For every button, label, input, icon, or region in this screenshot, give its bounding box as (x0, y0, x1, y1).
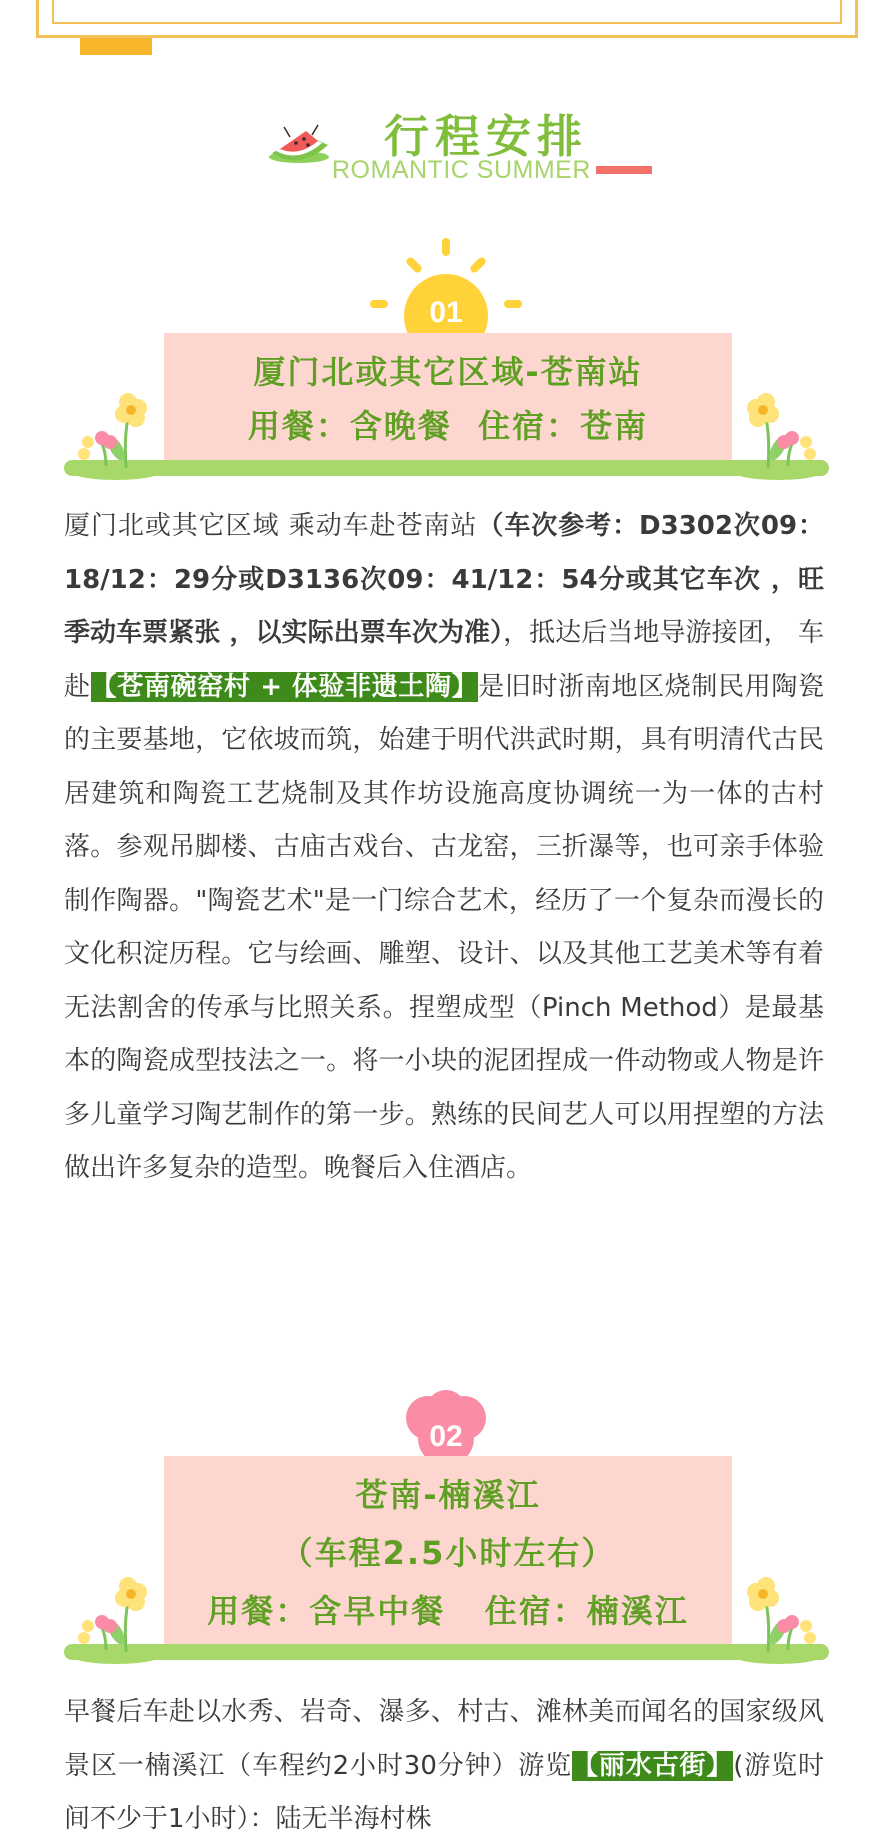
title-accent-bar (596, 166, 652, 174)
day2-text-a: 早餐后车赴以水秀、岩奇、瀑多、村古、滩林美而闻名的国家级风景区一楠溪江（车程约2小时30分钟）游览 (64, 1697, 824, 1781)
grass-bar (64, 1644, 829, 1660)
flower-left-icon (66, 378, 166, 478)
day1-route: 厦门北或其它区域-苍南站 (253, 353, 643, 391)
grass-bar (64, 460, 829, 476)
top-frame-inner-border (52, 0, 842, 24)
section-title: 行程安排 (384, 110, 589, 163)
day2-description (64, 1686, 824, 1847)
flower-right-icon (728, 378, 828, 478)
day1-text-d: 是旧时浙南地区烧制民用陶瓷的主要基地，它依坡而筑，始建于明代洪武时期，具有明清代古民居建筑和陶瓷工艺烧制及其作坊设施高度协调统一为一体的古村落。参观吊脚楼、古庙古戏台、古龙窑，三折瀑等，也可亲手体验制作陶器。"陶瓷艺术"是一门综合艺术，经历了一个复杂而漫长的文化积淀历程。它与绘画、雕塑、设计、以及其他工艺美术等有着无法割舍的传承与比照关系。捏塑成型（Pinch Method）是最基本的陶瓷成型技法之一。将一小块的泥团捏成一件动物或人物是许多儿童学习陶艺制作的第一步。熟练的民间艺人可以用捏塑的方法做出许多复杂的造型。晚餐后入住酒店。 (64, 671, 824, 1183)
day1-meals-lodging: 用餐：含晚餐 住宿：苍南 (247, 407, 649, 445)
day2-drive-time: （车程2.5小时左右） (280, 1534, 616, 1572)
day1-highlight-attraction: 【苍南碗窑村 + 体验非遗土陶】 (90, 671, 479, 702)
day2-route: 苍南-楠溪江 (355, 1476, 541, 1514)
day1-description (64, 500, 824, 1196)
day1-header-box (164, 333, 732, 463)
day2-text-b: (游览时间不少于1小时）：陆无半海村株 (64, 1750, 824, 1834)
day2-header-box (164, 1456, 732, 1652)
day2-meals-lodging: 用餐：含早中餐 住宿：楠溪江 (207, 1592, 689, 1630)
day2-highlight-attraction: 【丽水古街】 (572, 1750, 734, 1781)
day-badge-number: 01 (429, 296, 463, 329)
top-frame-tab (80, 38, 152, 55)
watermelon-icon (266, 113, 332, 165)
day1-text-a: 厦门北或其它区域 乘动车赴苍南站 (64, 511, 478, 541)
day-badge-number: 02 (429, 1420, 463, 1453)
flower-right-icon (728, 1562, 828, 1662)
flower-left-icon (66, 1562, 166, 1662)
day1-train-info: （车次参考：D3302次09：18/12：29分或D3136次09：41/12：54分或其它车次 ，旺季动车票紧张 ，以实际出票车次为准） (64, 511, 824, 648)
section-subtitle: ROMANTIC SUMMER (332, 156, 591, 184)
day1-text-c: ，抵达后当地导游接团， 车赴 (64, 618, 824, 702)
